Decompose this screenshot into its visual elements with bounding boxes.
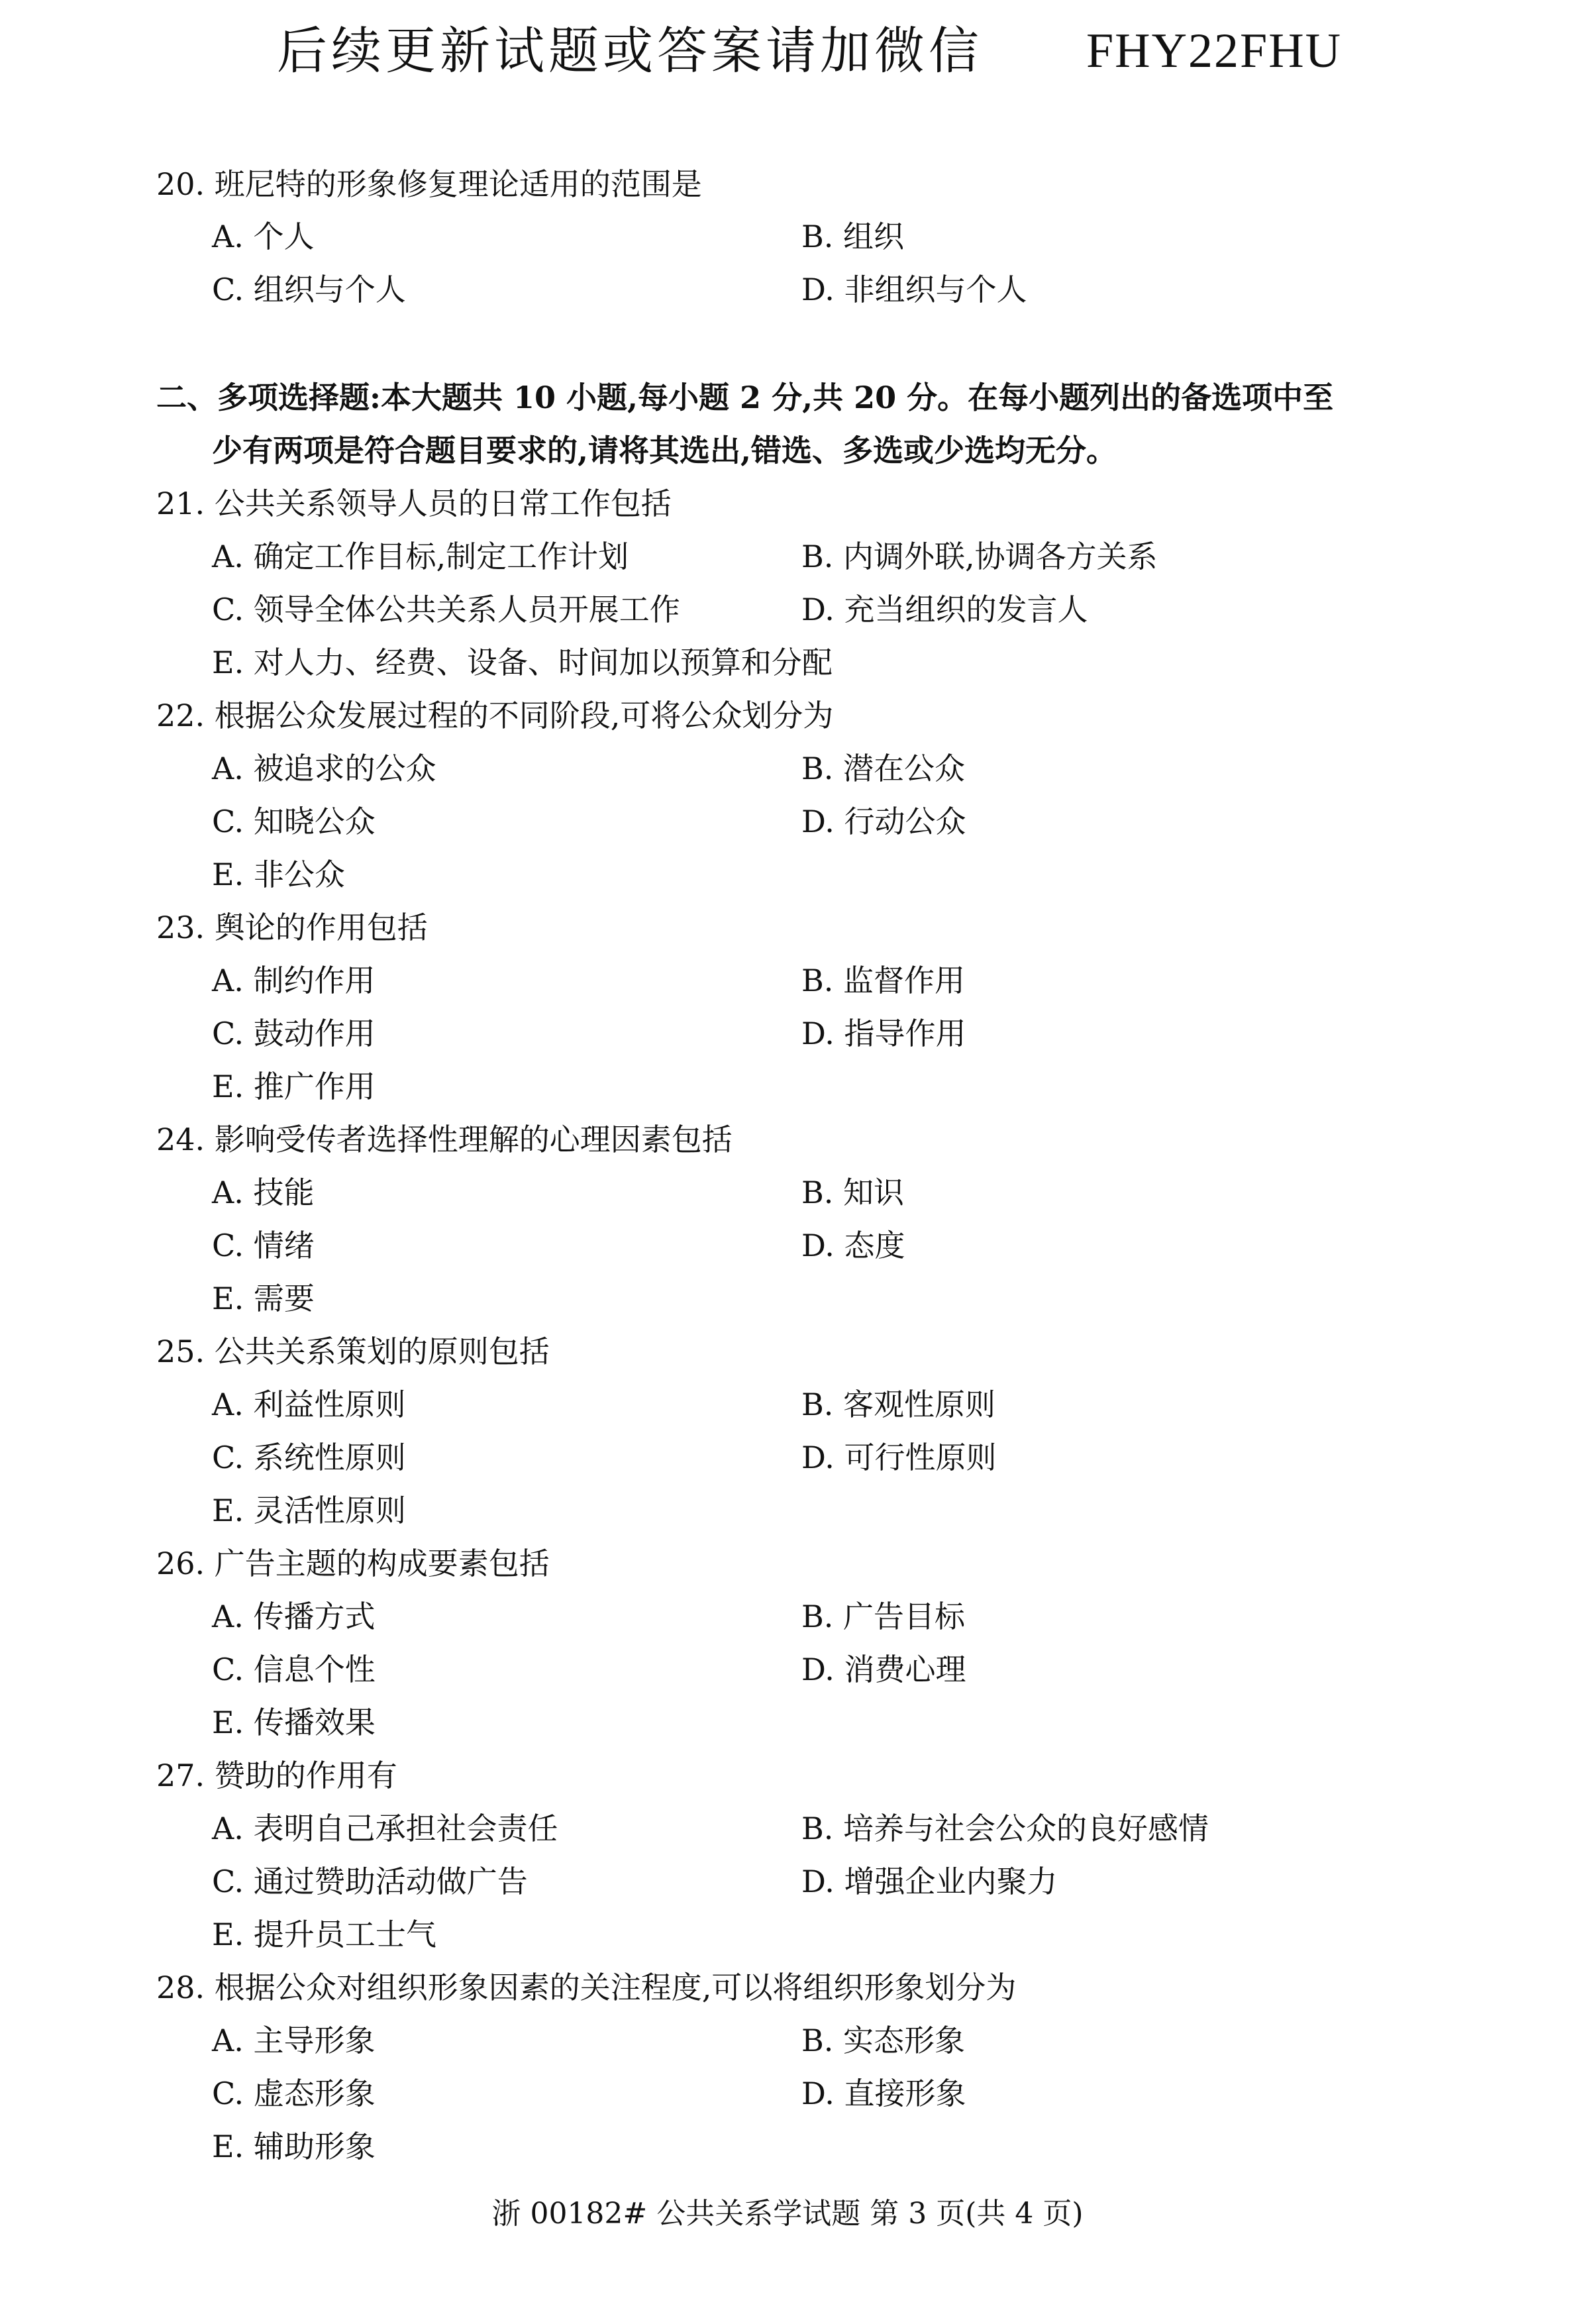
question-21-stem: 21. 公共关系领导人员的日常工作包括 (156, 486, 672, 521)
question-24-option-e: E. 需要 (212, 1281, 315, 1316)
question-23-option-e: E. 推广作用 (212, 1069, 376, 1104)
question-23-option-a: A. 制约作用 (212, 963, 376, 998)
question-25-option-a: A. 利益性原则 (212, 1387, 406, 1422)
question-27-stem: 27. 赞助的作用有 (156, 1758, 397, 1793)
question-22-option-a: A. 被追求的公众 (212, 751, 436, 786)
question-28-option-c: C. 虚态形象 (212, 2076, 376, 2111)
question-24-stem: 24. 影响受传者选择性理解的心理因素包括 (156, 1122, 733, 1157)
question-21-option-e: E. 对人力、经费、设备、时间加以预算和分配 (212, 645, 833, 680)
question-22-option-c: C. 知晓公众 (212, 804, 376, 839)
question-24-option-a: A. 技能 (212, 1175, 315, 1210)
question-22-option-b: B. 潜在公众 (801, 751, 966, 786)
question-28-stem: 28. 根据公众对组织形象因素的关注程度,可以将组织形象划分为 (156, 1970, 1017, 2005)
section-2-instructions-line2: 少有两项是符合题目要求的,请将其选出,错选、多选或少选均无分。 (212, 433, 1117, 468)
question-25-option-c: C. 系统性原则 (212, 1440, 406, 1475)
header-wechat-id: FHY22FHU (1086, 24, 1343, 78)
question-24-option-c: C. 情绪 (212, 1228, 315, 1263)
question-21-option-c: C. 领导全体公共关系人员开展工作 (212, 592, 680, 627)
header-notice: 后续更新试题或答案请加微信 (277, 21, 983, 80)
question-20-option-c: C. 组织与个人 (212, 272, 406, 307)
question-26-option-a: A. 传播方式 (212, 1599, 376, 1634)
question-23-option-c: C. 鼓动作用 (212, 1016, 376, 1051)
question-20-option-b: B. 组织 (801, 219, 905, 254)
question-21-option-a: A. 确定工作目标,制定工作计划 (212, 539, 629, 574)
question-26-option-b: B. 广告目标 (801, 1599, 966, 1634)
question-24-option-d: D. 态度 (801, 1228, 905, 1263)
page-header (0, 15, 1575, 87)
question-27-option-a: A. 表明自己承担社会责任 (212, 1811, 558, 1846)
question-24-option-b: B. 知识 (801, 1175, 905, 1210)
question-27-option-b: B. 培养与社会公众的良好感情 (801, 1811, 1209, 1846)
question-25-option-b: B. 客观性原则 (801, 1387, 996, 1422)
question-20-stem: 20. 班尼特的形象修复理论适用的范围是 (156, 166, 702, 202)
question-22-option-e: E. 非公众 (212, 857, 345, 892)
question-23-option-b: B. 监督作用 (801, 963, 966, 998)
question-21-option-d: D. 充当组织的发言人 (801, 592, 1088, 627)
question-26-stem: 26. 广告主题的构成要素包括 (156, 1546, 550, 1581)
question-22-option-d: D. 行动公众 (801, 804, 966, 839)
question-28-option-e: E. 辅助形象 (212, 2129, 376, 2164)
question-28-option-a: A. 主导形象 (212, 2023, 376, 2058)
question-23-option-d: D. 指导作用 (801, 1016, 966, 1051)
question-20-option-a: A. 个人 (212, 219, 315, 254)
question-27-option-d: D. 增强企业内聚力 (801, 1864, 1058, 1899)
question-27-option-c: C. 通过赞助活动做广告 (212, 1864, 528, 1899)
question-26-option-c: C. 信息个性 (212, 1652, 376, 1687)
question-26-option-e: E. 传播效果 (212, 1705, 376, 1740)
question-28-option-b: B. 实态形象 (801, 2023, 966, 2058)
question-22-stem: 22. 根据公众发展过程的不同阶段,可将公众划分为 (156, 698, 834, 733)
question-25-option-e: E. 灵活性原则 (212, 1493, 406, 1528)
question-28-option-d: D. 直接形象 (801, 2076, 966, 2111)
question-25-stem: 25. 公共关系策划的原则包括 (156, 1334, 550, 1369)
question-23-stem: 23. 舆论的作用包括 (156, 910, 428, 945)
question-25-option-d: D. 可行性原则 (801, 1440, 997, 1475)
page-footer: 浙 00182# 公共关系学试题 第 3 页(共 4 页) (491, 2197, 1084, 2231)
question-26-option-d: D. 消费心理 (801, 1652, 966, 1687)
question-20-option-d: D. 非组织与个人 (801, 272, 1027, 307)
question-21-option-b: B. 内调外联,协调各方关系 (801, 539, 1158, 574)
section-2-instructions-line1: 二、多项选择题:本大题共 10 小题,每小题 2 分,共 20 分。在每小题列出的备选项中至 (156, 380, 1334, 415)
question-27-option-e: E. 提升员工士气 (212, 1917, 436, 1952)
